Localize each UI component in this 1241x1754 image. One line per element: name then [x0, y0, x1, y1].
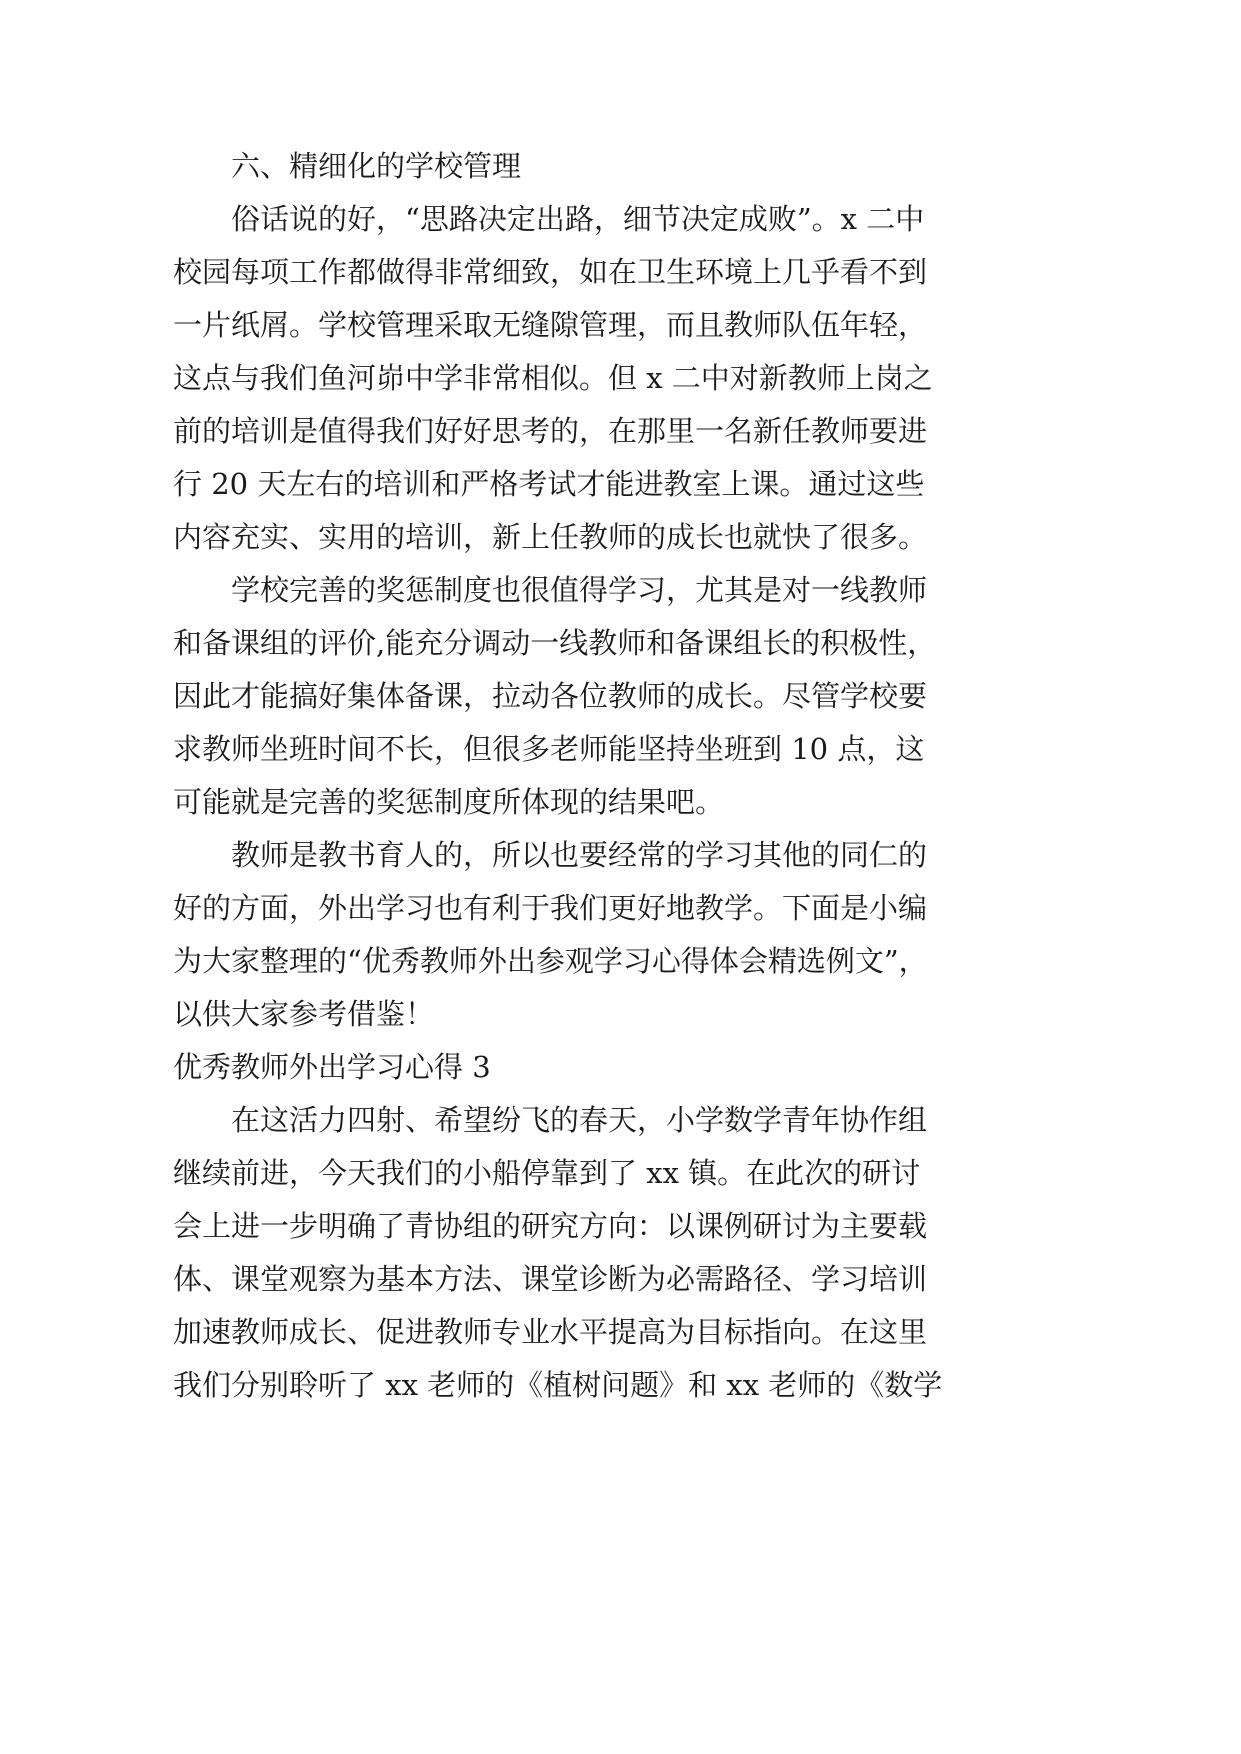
- paragraph-line: 好的方面，外出学习也有利于我们更好地教学。下面是小编: [173, 891, 928, 925]
- paragraph-line: 求教师坐班时间不长，但很多老师能坚持坐班到 10 点，这: [173, 732, 925, 766]
- paragraph-line: 以供大家参考借鉴！: [173, 997, 435, 1031]
- paragraph-line: 校园每项工作都做得非常细致，如在卫生环境上几乎看不到: [173, 255, 928, 289]
- paragraph-line: 教师是教书育人的，所以也要经常的学习其他的同仁的: [231, 838, 928, 872]
- paragraph-line: 为大家整理的“优秀教师外出参观学习心得体会精选例文”，: [173, 944, 928, 978]
- paragraph-line: 行 20 天左右的培训和严格考试才能进教室上课。通过这些: [173, 467, 925, 501]
- section-heading: 六、精细化的学校管理: [231, 149, 522, 183]
- paragraph-line: 这点与我们鱼河峁中学非常相似。但 x 二中对新教师上岗之: [173, 361, 933, 395]
- paragraph-line: 加速教师成长、促进教师专业水平提高为目标指向。在这里: [173, 1315, 928, 1349]
- article-title: 优秀教师外出学习心得 3: [173, 1050, 491, 1084]
- paragraph-line: 体、课堂观察为基本方法、课堂诊断为必需路径、学习培训: [173, 1262, 928, 1296]
- paragraph-line: 在这活力四射、希望纷飞的春天，小学数学青年协作组: [231, 1103, 928, 1137]
- paragraph-line: 我们分别聆听了 xx 老师的《植树问题》和 xx 老师的《数学: [173, 1368, 943, 1402]
- paragraph-line: 学校完善的奖惩制度也很值得学习，尤其是对一线教师: [231, 573, 928, 607]
- paragraph-line: 和备课组的评价,能充分调动一线教师和备课组长的积极性，: [173, 626, 937, 660]
- paragraph-line: 可能就是完善的奖惩制度所体现的结果吧。: [173, 785, 725, 819]
- paragraph-line: 一片纸屑。学校管理采取无缝隙管理，而且教师队伍年轻，: [173, 308, 928, 342]
- paragraph-line: 俗话说的好，“思路决定出路，细节决定成败”。x 二中: [231, 202, 925, 236]
- paragraph-line: 内容充实、实用的培训，新上任教师的成长也就快了很多。: [173, 520, 928, 554]
- paragraph-line: 前的培训是值得我们好好思考的，在那里一名新任教师要进: [173, 414, 928, 448]
- paragraph-line: 会上进一步明确了青协组的研究方向：以课例研讨为主要载: [173, 1209, 928, 1243]
- paragraph-line: 继续前进，今天我们的小船停靠到了 xx 镇。在此次的研讨: [173, 1156, 921, 1190]
- paragraph-line: 因此才能搞好集体备课，拉动各位教师的成长。尽管学校要: [173, 679, 928, 713]
